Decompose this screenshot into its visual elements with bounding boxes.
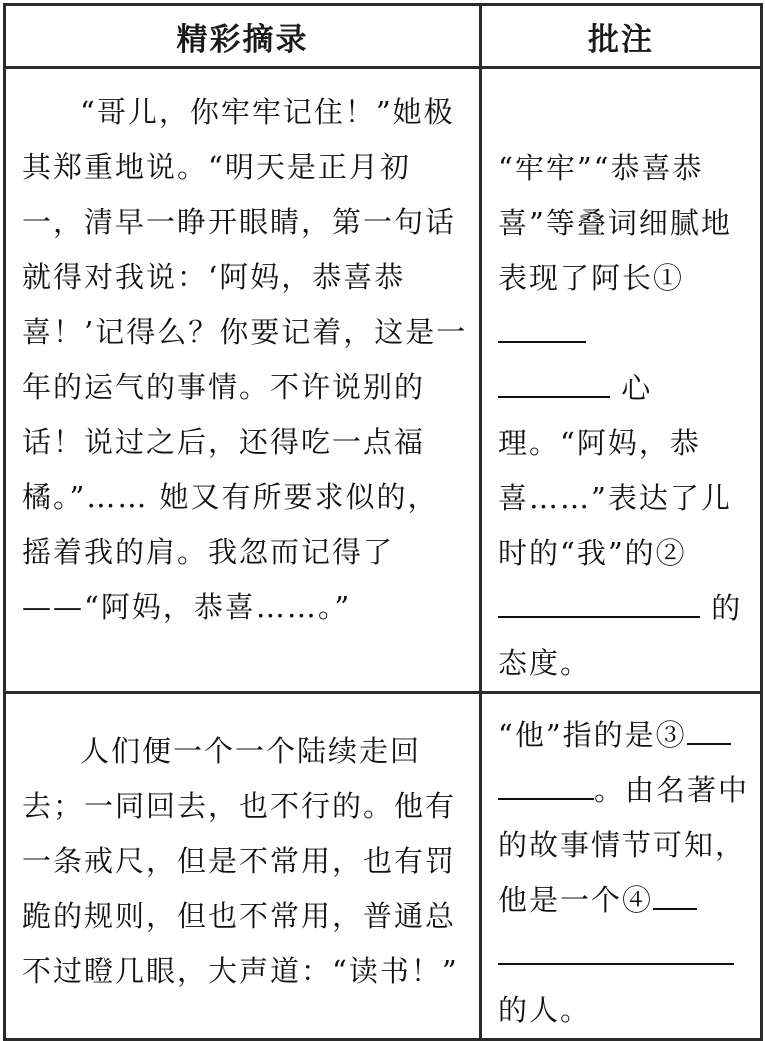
excerpt-text: “哥儿，你牢牢记住！”她极其郑重地说。“明天是正月初一，清早一睁开眼睛，第一句话就得对我说：‘阿妈，恭喜恭喜！’记得么？你要记着，这是一年的运气的事情。不许说别的话！说过之后，还得吃一点福橘。”…… 她又有所要求似的，摇着我的肩。我忽而记得了——“阿妈，恭喜……。” <box>22 95 468 624</box>
table-header-row <box>5 5 762 68</box>
answer-blank[interactable] <box>653 878 697 910</box>
blank-marker: ① <box>653 261 685 295</box>
excerpt-annotation-table <box>3 3 763 1041</box>
annotation-text <box>482 69 760 691</box>
answer-blank[interactable] <box>687 713 731 745</box>
excerpt-cell <box>5 68 481 693</box>
excerpt-text: 人们便一个一个陆续走回去；一同回去，也不行的。他有一条戒尺，但是不常用，也有罚跪的规则，但也不常用，普通总不过瞪几眼，大声道：“读书！” <box>22 734 459 988</box>
blank-marker: ③ <box>655 718 687 752</box>
annotation-text <box>482 694 760 1038</box>
header-excerpt: 精彩摘录 <box>5 5 481 68</box>
table-row <box>5 693 762 1040</box>
table-row <box>5 68 762 693</box>
annotation-part: 的人。 <box>498 993 592 1027</box>
excerpt-cell <box>5 693 481 1040</box>
annotation-cell <box>481 68 762 693</box>
annotation-part: “他”指的是 <box>498 718 656 752</box>
answer-blank[interactable] <box>498 586 700 618</box>
annotation-part: 的态度。 <box>498 591 743 680</box>
annotation-part: 心理。“阿妈，恭喜……”表达了儿时的“我”的 <box>498 371 732 570</box>
answer-blank[interactable] <box>498 768 594 800</box>
answer-blank[interactable] <box>498 311 586 343</box>
header-annotation: 批注 <box>481 5 762 68</box>
blank-marker: ② <box>655 536 687 570</box>
answer-blank[interactable] <box>498 366 610 398</box>
annotation-part: “牢牢”“恭喜恭喜”等叠词细腻地表现了阿长 <box>498 151 732 295</box>
annotation-cell <box>481 693 762 1040</box>
annotation-part: 。由名著中的故事情节可知，他是一个 <box>498 773 750 917</box>
answer-blank[interactable] <box>498 933 734 965</box>
blank-marker: ④ <box>622 883 654 917</box>
